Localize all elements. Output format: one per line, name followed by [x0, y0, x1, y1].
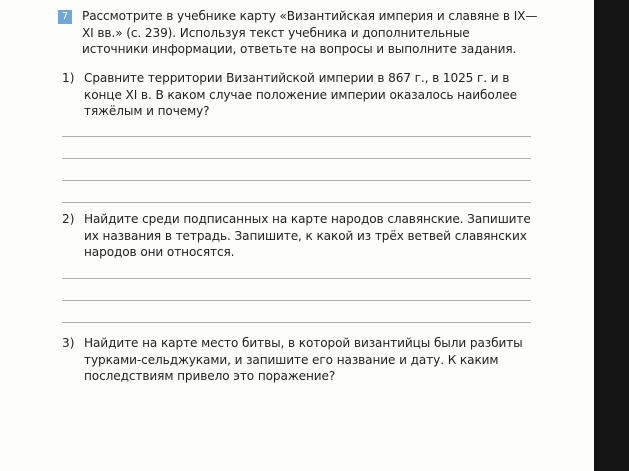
- answer-line[interactable]: [62, 180, 531, 181]
- answer-line[interactable]: [62, 278, 531, 279]
- question-number: 1): [62, 71, 75, 85]
- task-number-badge: 7: [58, 10, 72, 24]
- task-header: [58, 8, 538, 58]
- task-intro: Рассмотрите в учебнике карту «Византийская империя и славяне в IX—XI вв.» (с. 239). Используя текст учебника и дополнительные источники информации, ответьте на вопросы и выполните задания.: [82, 9, 538, 56]
- question-text: Сравните территории Византийской империи в 867 г., в 1025 г. и в конце XI в. В каком случае положение империи оказалось наиболее тяжёлым и почему?: [84, 71, 517, 118]
- answer-line[interactable]: [62, 202, 531, 203]
- answer-line[interactable]: [62, 300, 531, 301]
- question-number: 3): [62, 336, 75, 350]
- dark-edge-strip: [594, 0, 629, 471]
- question-number: 2): [62, 212, 75, 226]
- question-text: Найдите на карте место битвы, в которой византийцы были разбиты турками-сельджуками, и запишите его название и дату. К каким последствиям привело это поражение?: [84, 336, 523, 383]
- question-text: Найдите среди подписанных на карте народов славянские. Запишите их названия в тетрадь. Запишите, к какой из трёх ветвей славянских народов они относятся.: [84, 212, 531, 259]
- question-1: [62, 70, 540, 120]
- answer-line[interactable]: [62, 322, 531, 323]
- question-3: [62, 335, 540, 385]
- answer-line[interactable]: [62, 158, 531, 159]
- question-2: [62, 211, 540, 261]
- answer-line[interactable]: [62, 136, 531, 137]
